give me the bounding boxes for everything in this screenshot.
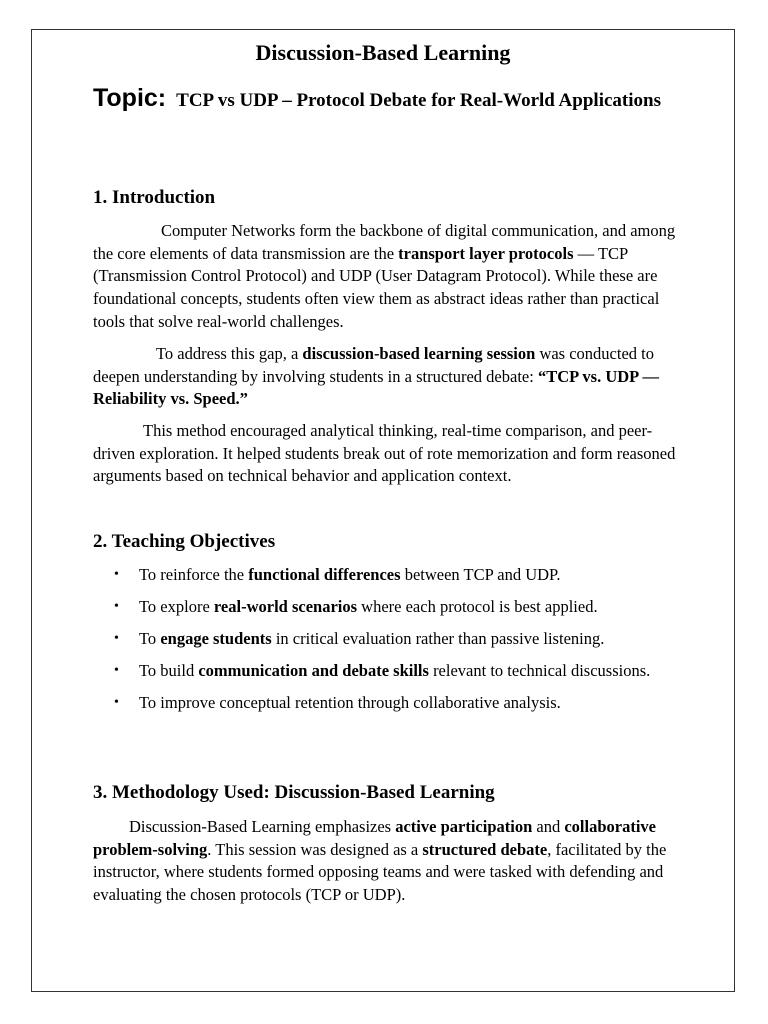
text-run: and	[532, 817, 565, 836]
list-item	[93, 564, 683, 587]
bold-text: structured debate	[422, 839, 548, 859]
list-item	[93, 692, 683, 715]
topic-line	[93, 84, 683, 115]
objectives-list	[93, 564, 683, 724]
list-item	[93, 628, 683, 651]
text-run: To	[139, 629, 161, 648]
bold-text: functional differences	[248, 565, 401, 584]
text-run: Discussion-Based Learning emphasizes	[129, 817, 396, 836]
text-run: Computer Networks form the backbone of digital communication, and among the core elements of data transmission are the	[93, 221, 676, 263]
methodology-paragraph	[93, 816, 683, 907]
text-run: , facilitated by the instructor, where students formed opposing teams and were tasked with defending and evaluating the chosen protocols (TCP or UDP).	[93, 839, 667, 905]
list-item	[93, 660, 683, 683]
bold-text: real-world scenarios	[213, 597, 358, 616]
intro-paragraph-3: This method encouraged analytical thinking, real-time comparison, and peer-driven exploration. It helped students break out of rote memorization and form reasoned arguments based on technical behavior and application context.	[93, 421, 676, 486]
bold-text: discussion-based learning session	[302, 344, 536, 363]
bold-text: collaborative problem-solving	[93, 817, 656, 859]
text-run: — TCP (Transmission Control Protocol) and UDP (User Datagram Protocol). While these are foundational concepts, students often view them as abstract ideas rather than practical tools that solve real-world challenges.	[93, 243, 660, 331]
text-run: relevant to technical discussions.	[428, 661, 651, 680]
text-run: To improve conceptual retention through collaborative analysis.	[139, 693, 561, 712]
document-title: Discussion-Based Learning	[255, 40, 511, 65]
text-run: . This session was designed as a	[207, 839, 423, 859]
intro-paragraph-2	[93, 343, 683, 411]
intro-paragraph-1	[93, 220, 683, 334]
text-run: where each protocol is best applied.	[357, 597, 598, 616]
text-run: To build	[139, 661, 199, 680]
topic-text: TCP vs UDP – Protocol Debate for Real-World Applications	[176, 90, 661, 111]
text-run: was conducted to deepen understanding by involving students in a structured debate:	[93, 344, 654, 386]
section-heading-methodology: 3. Methodology Used: Discussion-Based Learning	[93, 782, 495, 803]
section-heading-objectives: 2. Teaching Objectives	[93, 531, 276, 552]
text-run: in critical evaluation rather than passive listening.	[271, 629, 605, 648]
text-run: To reinforce the	[139, 565, 249, 584]
list-item	[93, 596, 683, 619]
text-run: To address this gap, a	[156, 344, 303, 363]
bold-text: communication and debate skills	[198, 661, 429, 680]
bold-text: “TCP vs. UDP — Reliability vs. Speed.”	[93, 366, 659, 409]
text-run: between TCP and UDP.	[400, 565, 561, 584]
bold-text: transport layer protocols	[398, 243, 574, 263]
bold-text: engage students	[160, 629, 272, 648]
topic-label: Topic:	[93, 84, 167, 112]
bold-text: active participation	[395, 817, 533, 836]
text-run: To explore	[139, 597, 214, 616]
section-heading-introduction: 1. Introduction	[93, 187, 216, 208]
